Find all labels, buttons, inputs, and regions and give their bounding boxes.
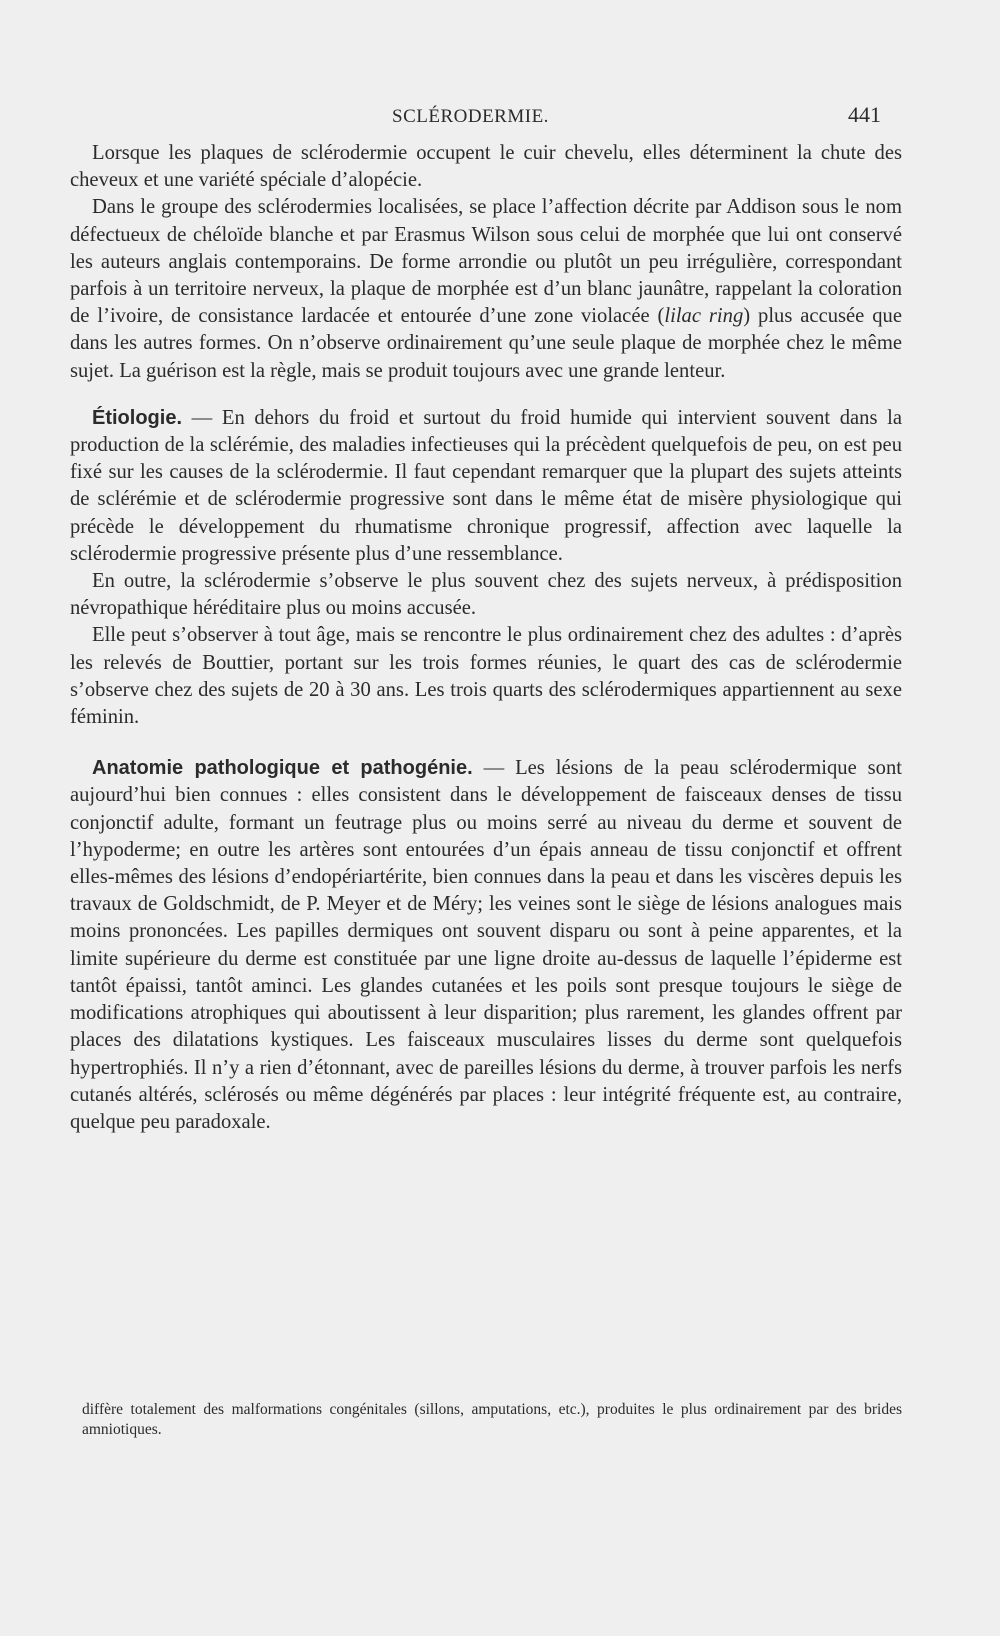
- main-text: [70, 140, 902, 1136]
- paragraph-age: Elle peut s’observer à tout âge, mais se rencontre le plus ordinairement chez des adultes : d’après les relevés de Bouttier, portant sur les trois formes réunies, le quart des cas de sclérodermie s’observe chez des sujets de 20 à 30 ans. Les trois quarts des sclérodermiques appartiennent au sexe féminin.: [70, 624, 902, 729]
- paragraph-alopecie: Lorsque les plaques de sclérodermie occupent le cuir chevelu, elles déterminent la chute des cheveux et une variété spéciale d’alopécie.: [70, 142, 902, 192]
- section-heading-anatomie: Anatomie pathologique et pathogénie.: [92, 757, 473, 780]
- morphee-text-end: ) plus accusée que dans les autres formes. On n’observe ordinairement qu’une seule plaque de morphée chez le même sujet. La guérison est la règle, mais se produit toujours avec une grande lenteur.: [70, 305, 902, 382]
- running-title: SCLÉRODERMIE.: [392, 106, 549, 127]
- etiologie-text: — En dehors du froid et surtout du froid humide qui intervient souvent dans la production de la sclérémie, des maladies infectieuses qui la précèdent quelquefois de peu, on est peu fixé sur les causes de la sclérodermie. Il faut cependant remarquer que la plupart des sujets atteints de sclérémie et de sclérodermie progressive sont dans le même état de misère physiologique qui précède le développement du rhumatisme chronique progressif, affection avec laquelle la sclérodermie progressive présente plus d’une ressemblance.: [70, 406, 902, 565]
- page-number: 441: [848, 102, 881, 127]
- paragraph-etiologie: [70, 405, 902, 568]
- lilac-ring-term: lilac ring: [664, 305, 744, 328]
- morphee-text-start: Dans le groupe des sclérodermies localisées, se place l’affection décrite par Addison sous le nom défectueux de chéloïde blanche et par Erasmus Wilson sous celui de morphée que lui ont conservé les auteurs anglais contemporains. De forme arrondie ou plutôt un peu irrégulière, correspondant parfois à un territoire nerveux, la plaque de morphée est d’un blanc jaunâtre, rappelant la coloration de l’ivoire, de consistance lardacée et entourée d’une zone violacée (: [70, 196, 902, 328]
- anatomie-text: — Les lésions de la peau sclérodermique sont aujourd’hui bien connues : elles consistent dans le développement de faisceaux denses de tissu conjonctif adulte, formant un feutrage plus ou moins serré au niveau du derme et souvent de l’hypoderme; en outre les artères sont entourées d’un épais anneau de tissu conjonctif et offrent elles-mêmes des lésions d’endopériartérite, bien connues dans la peau et dans les viscères depuis les travaux de Goldschmidt, de P. Meyer et de Méry; les veines sont le siège de lésions analogues mais moins prononcées. Les papilles dermiques ont souvent disparu ou sont à peine apparentes, et la limite supérieure du derme est constituée par une ligne droite au-dessus de laquelle l’épiderme est tantôt épaissi, tantôt aminci. Les glandes cutanées et les poils sont presque toujours le siège de modifications atrophiques qui aboutissent à leur disparition; plus rarement, les glandes offrent par places des dilatations kystiques. Les faisceaux musculaires lisses du derme sont quelquefois hypertrophiés. Il n’y a rien d’étonnant, avec de pareilles lésions du derme, à trouver parfois les nerfs cutanés altérés, sclérosés ou même dégénérés par places : leur intégrité fréquente est, au contraire, quelque peu paradoxale.: [70, 757, 902, 1133]
- paragraph-morphee: [70, 194, 902, 384]
- paragraph-anatomie: [70, 755, 902, 1136]
- paragraph-nerveux: En outre, la sclérodermie s’observe le plus souvent chez des sujets nerveux, à prédisposition névropathique héréditaire plus ou moins accusée.: [70, 570, 902, 620]
- section-heading-etiologie: Étiologie.: [92, 406, 182, 429]
- footnote: diffère totalement des malformations congénitales (sillons, amputations, etc.), produites le plus ordinairement par des brides amniotiques.: [82, 1401, 902, 1438]
